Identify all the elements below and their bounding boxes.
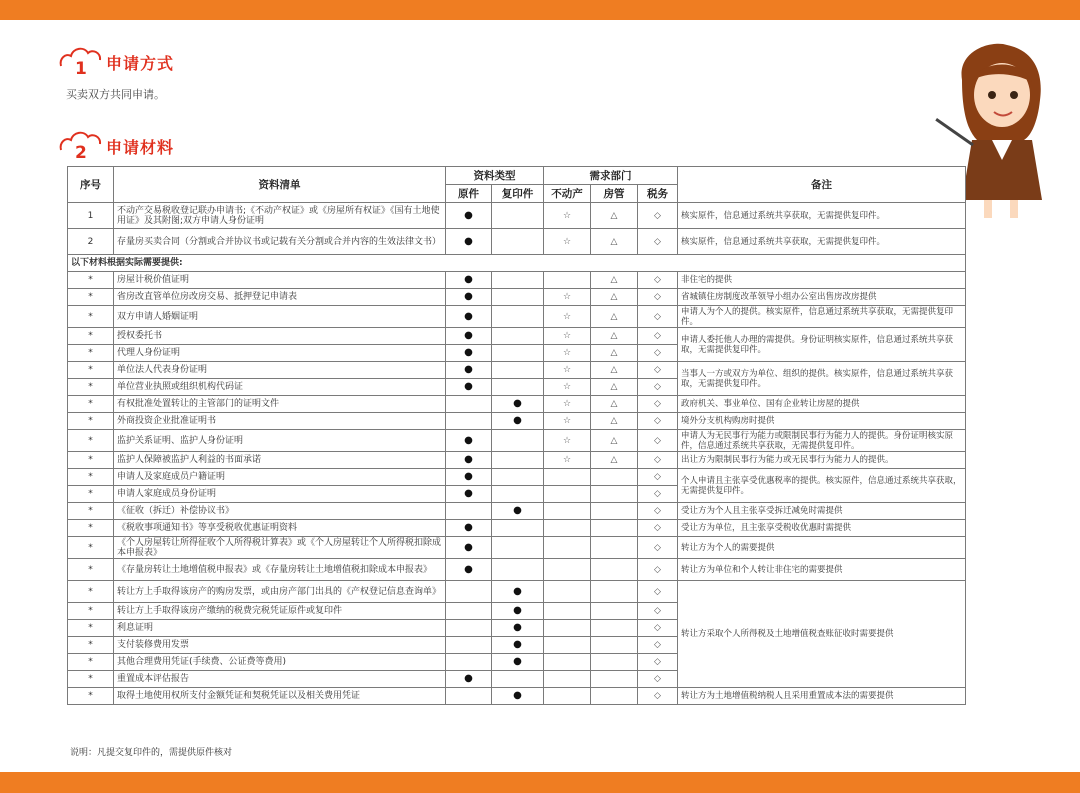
table-row <box>68 452 966 469</box>
cell-name: 单位营业执照或组织机构代码证 <box>114 379 446 396</box>
cell-seq: * <box>68 272 114 289</box>
cell-remark: 转让方为土地增值税纳税人且采用重置成本法的需要提供 <box>678 688 966 705</box>
cell-original: ● <box>446 379 492 396</box>
cell-name: 《个人房屋转让所得征收个人所得税计算表》或《个人房屋转让个人所得税扣除成本申报表》 <box>114 537 446 559</box>
cell-original <box>446 688 492 705</box>
cell-tax: ◇ <box>638 396 678 413</box>
cell-estate <box>544 559 591 581</box>
section-1-number: 1 <box>75 59 87 78</box>
cell-seq: * <box>68 452 114 469</box>
cell-original <box>446 503 492 520</box>
cell-name: 《存量房转让土地增值税申报表》或《存量房转让土地增值税扣除成本申报表》 <box>114 559 446 581</box>
cell-original: ● <box>446 203 492 229</box>
cell-name: 利息证明 <box>114 620 446 637</box>
cell-remark: 政府机关、事业单位、国有企业转让房屋的提供 <box>678 396 966 413</box>
cell-copy <box>492 362 544 379</box>
cell-original <box>446 396 492 413</box>
cell-housing <box>591 637 638 654</box>
cell-remark: 出让方为限制民事行为能力或无民事行为能力人的提供。 <box>678 452 966 469</box>
cell-name: 支付装修费用发票 <box>114 637 446 654</box>
header-list: 资料清单 <box>114 167 446 203</box>
table-row <box>68 328 966 345</box>
cell-copy: ● <box>492 637 544 654</box>
cell-remark: 转让方采取个人所得税及土地增值税查账征收时需要提供 <box>678 581 966 688</box>
cell-seq: * <box>68 537 114 559</box>
cell-tax: ◇ <box>638 203 678 229</box>
table-row <box>68 520 966 537</box>
top-banner <box>0 0 1080 20</box>
cell-tax: ◇ <box>638 603 678 620</box>
cell-name: 授权委托书 <box>114 328 446 345</box>
cell-housing: △ <box>591 306 638 328</box>
table-row <box>68 581 966 603</box>
cell-seq: 1 <box>68 203 114 229</box>
cell-housing: △ <box>591 229 638 255</box>
cell-copy <box>492 486 544 503</box>
cloud-number-icon <box>58 128 104 162</box>
cell-estate: ☆ <box>544 289 591 306</box>
cell-tax: ◇ <box>638 379 678 396</box>
cell-housing <box>591 537 638 559</box>
cell-copy <box>492 520 544 537</box>
cell-estate: ☆ <box>544 452 591 469</box>
cell-remark: 核实原件，信息通过系统共享获取，无需提供复印件。 <box>678 203 966 229</box>
cell-original <box>446 637 492 654</box>
cell-original: ● <box>446 486 492 503</box>
section-2-title: 申请材料 <box>106 138 175 157</box>
cell-estate <box>544 272 591 289</box>
cell-housing: △ <box>591 452 638 469</box>
cell-remark: 转让方为单位和个人转让非住宅的需要提供 <box>678 559 966 581</box>
cell-seq: * <box>68 654 114 671</box>
cell-seq: * <box>68 430 114 452</box>
cell-name: 申请人及家庭成员户籍证明 <box>114 469 446 486</box>
cell-name: 转让方上手取得该房产的购房发票，或由房产部门出具的《产权登记信息查询单》 <box>114 581 446 603</box>
cell-tax: ◇ <box>638 559 678 581</box>
materials-table <box>67 166 966 705</box>
table-row <box>68 306 966 328</box>
cell-tax: ◇ <box>638 520 678 537</box>
cell-remark: 申请人委托他人办理的需提供。身份证明核实原件，信息通过系统共享获取，无需提供复印件。 <box>678 328 966 362</box>
cell-seq: * <box>68 328 114 345</box>
header-remark: 备注 <box>678 167 966 203</box>
cell-original: ● <box>446 229 492 255</box>
cell-original <box>446 654 492 671</box>
cell-copy <box>492 559 544 581</box>
cell-estate: ☆ <box>544 379 591 396</box>
table-row <box>68 396 966 413</box>
cell-name: 《征收（拆迁）补偿协议书》 <box>114 503 446 520</box>
cell-remark: 转让方为个人的需要提供 <box>678 537 966 559</box>
table-row <box>68 688 966 705</box>
cell-remark: 当事人一方或双方为单位、组织的提供。核实原件，信息通过系统共享获取，无需提供复印件。 <box>678 362 966 396</box>
cell-original <box>446 603 492 620</box>
table-row <box>68 362 966 379</box>
cell-copy <box>492 345 544 362</box>
cell-tax: ◇ <box>638 413 678 430</box>
cell-estate <box>544 671 591 688</box>
cell-housing <box>591 581 638 603</box>
cell-remark: 核实原件，信息通过系统共享获取，无需提供复印件。 <box>678 229 966 255</box>
cell-remark: 受让方为个人且主张享受拆迁减免时需提供 <box>678 503 966 520</box>
cell-seq: * <box>68 637 114 654</box>
table-row <box>68 272 966 289</box>
cell-housing <box>591 520 638 537</box>
cell-copy <box>492 289 544 306</box>
cell-housing <box>591 503 638 520</box>
cell-name: 申请人家庭成员身份证明 <box>114 486 446 503</box>
header-housing: 房管 <box>591 185 638 203</box>
cell-original <box>446 581 492 603</box>
cloud-number-icon <box>58 44 104 78</box>
cell-copy <box>492 469 544 486</box>
cell-name: 房屋计税价值证明 <box>114 272 446 289</box>
cell-name: 其他合理费用凭证(手续费、公证费等费用) <box>114 654 446 671</box>
cell-copy <box>492 537 544 559</box>
header-original: 原件 <box>446 185 492 203</box>
cell-tax: ◇ <box>638 328 678 345</box>
cell-housing <box>591 688 638 705</box>
cell-name: 省房改直管单位房改房交易、抵押登记申请表 <box>114 289 446 306</box>
cell-copy: ● <box>492 503 544 520</box>
cell-housing: △ <box>591 396 638 413</box>
cell-copy: ● <box>492 603 544 620</box>
cell-tax: ◇ <box>638 581 678 603</box>
table-row <box>68 289 966 306</box>
cell-tax: ◇ <box>638 289 678 306</box>
cell-estate: ☆ <box>544 413 591 430</box>
table-row <box>68 203 966 229</box>
cell-name: 有权批准处置转让的主管部门的证明文件 <box>114 396 446 413</box>
cell-tax: ◇ <box>638 452 678 469</box>
cell-seq: 2 <box>68 229 114 255</box>
cell-copy <box>492 430 544 452</box>
cell-name: 转让方上手取得该房产缴纳的税费完税凭证原件或复印件 <box>114 603 446 620</box>
cell-housing <box>591 620 638 637</box>
cell-tax: ◇ <box>638 537 678 559</box>
cell-original: ● <box>446 272 492 289</box>
cell-remark: 申请人为无民事行为能力或限制民事行为能力人的提供。身份证明核实原件，信息通过系统共享获取，无需提供复印件。 <box>678 430 966 452</box>
cell-estate <box>544 503 591 520</box>
cell-seq: * <box>68 362 114 379</box>
section-label: 以下材料根据实际需要提供: <box>68 255 966 272</box>
cell-original: ● <box>446 537 492 559</box>
cell-original: ● <box>446 362 492 379</box>
cell-remark: 非住宅的提供 <box>678 272 966 289</box>
cell-estate <box>544 654 591 671</box>
cell-name: 外商投资企业批准证明书 <box>114 413 446 430</box>
cell-copy <box>492 328 544 345</box>
cell-estate <box>544 537 591 559</box>
cell-name: 不动产交易税收登记联办申请书;《不动产权证》或《房屋所有权证》《国有土地使用证》及其附图;双方申请人身份证明 <box>114 203 446 229</box>
cell-tax: ◇ <box>638 671 678 688</box>
header-dept: 需求部门 <box>544 167 678 185</box>
cell-estate: ☆ <box>544 203 591 229</box>
cell-housing <box>591 559 638 581</box>
cell-copy <box>492 671 544 688</box>
cell-tax: ◇ <box>638 229 678 255</box>
cell-tax: ◇ <box>638 362 678 379</box>
cell-housing: △ <box>591 345 638 362</box>
cell-name: 代理人身份证明 <box>114 345 446 362</box>
cell-remark: 受让方为单位，且主张享受税收优惠时需提供 <box>678 520 966 537</box>
cell-tax: ◇ <box>638 503 678 520</box>
cell-estate <box>544 688 591 705</box>
cell-seq: * <box>68 603 114 620</box>
header-seq: 序号 <box>68 167 114 203</box>
cell-seq: * <box>68 520 114 537</box>
header-tax: 税务 <box>638 185 678 203</box>
header-type: 资料类型 <box>446 167 544 185</box>
cell-seq: * <box>68 396 114 413</box>
cell-housing: △ <box>591 430 638 452</box>
cell-seq: * <box>68 289 114 306</box>
cell-seq: * <box>68 671 114 688</box>
cell-tax: ◇ <box>638 430 678 452</box>
cell-name: 监护关系证明、监护人身份证明 <box>114 430 446 452</box>
cell-housing: △ <box>591 203 638 229</box>
cell-seq: * <box>68 559 114 581</box>
cell-tax: ◇ <box>638 272 678 289</box>
cell-tax: ◇ <box>638 654 678 671</box>
table-row <box>68 229 966 255</box>
cell-copy <box>492 379 544 396</box>
cell-copy <box>492 229 544 255</box>
cell-original: ● <box>446 345 492 362</box>
cell-tax: ◇ <box>638 637 678 654</box>
table-row <box>68 537 966 559</box>
cell-housing: △ <box>591 413 638 430</box>
cell-tax: ◇ <box>638 486 678 503</box>
cell-estate: ☆ <box>544 345 591 362</box>
cell-estate <box>544 603 591 620</box>
cell-original <box>446 413 492 430</box>
cell-copy: ● <box>492 688 544 705</box>
cell-name: 取得土地使用权所支付金额凭证和契税凭证以及相关费用凭证 <box>114 688 446 705</box>
cell-original: ● <box>446 469 492 486</box>
cell-estate <box>544 581 591 603</box>
cell-copy <box>492 272 544 289</box>
cell-housing: △ <box>591 289 638 306</box>
cell-copy: ● <box>492 620 544 637</box>
cell-seq: * <box>68 503 114 520</box>
cell-copy <box>492 452 544 469</box>
cell-copy: ● <box>492 654 544 671</box>
cell-name: 双方申请人婚姻证明 <box>114 306 446 328</box>
cell-housing <box>591 486 638 503</box>
cell-copy: ● <box>492 581 544 603</box>
cell-estate <box>544 620 591 637</box>
cell-original: ● <box>446 520 492 537</box>
section-label-row <box>68 255 966 272</box>
cell-seq: * <box>68 620 114 637</box>
cell-seq: * <box>68 688 114 705</box>
cell-housing: △ <box>591 272 638 289</box>
cell-seq: * <box>68 469 114 486</box>
cell-original: ● <box>446 306 492 328</box>
header-copy: 复印件 <box>492 185 544 203</box>
table-row <box>68 503 966 520</box>
cell-estate <box>544 486 591 503</box>
cell-seq: * <box>68 581 114 603</box>
cell-seq: * <box>68 413 114 430</box>
cell-remark: 个人申请且主张享受优惠税率的提供。核实原件，信息通过系统共享获取，无需提供复印件。 <box>678 469 966 503</box>
cell-tax: ◇ <box>638 469 678 486</box>
cell-estate: ☆ <box>544 396 591 413</box>
cell-original: ● <box>446 452 492 469</box>
section-1-title: 申请方式 <box>106 54 175 73</box>
header-estate: 不动产 <box>544 185 591 203</box>
cell-name: 重置成本评估报告 <box>114 671 446 688</box>
cell-estate: ☆ <box>544 306 591 328</box>
table-row <box>68 430 966 452</box>
cell-original <box>446 620 492 637</box>
cell-estate <box>544 637 591 654</box>
cell-estate: ☆ <box>544 328 591 345</box>
cell-tax: ◇ <box>638 688 678 705</box>
section-1-description: 买卖双方共同申请。 <box>66 88 165 101</box>
cell-remark: 申请人为个人的提供。核实原件，信息通过系统共享获取，无需提供复印件。 <box>678 306 966 328</box>
cell-copy <box>492 203 544 229</box>
cell-remark: 省城镇住房制度改革领导小组办公室出售房改房提供 <box>678 289 966 306</box>
cell-name: 《税收事项通知书》等享受税收优惠证明资料 <box>114 520 446 537</box>
cell-housing: △ <box>591 362 638 379</box>
cell-housing <box>591 603 638 620</box>
cell-name: 单位法人代表身份证明 <box>114 362 446 379</box>
cell-name: 监护人保障被监护人利益的书面承诺 <box>114 452 446 469</box>
cell-remark: 境外分支机构购房时提供 <box>678 413 966 430</box>
table-row <box>68 469 966 486</box>
cell-estate: ☆ <box>544 362 591 379</box>
cell-seq: * <box>68 306 114 328</box>
cell-original: ● <box>446 430 492 452</box>
cell-estate <box>544 469 591 486</box>
cell-copy: ● <box>492 396 544 413</box>
cell-name: 存量房买卖合同（分割或合并协议书或记载有关分割或合并内容的生效法律文书） <box>114 229 446 255</box>
cell-seq: * <box>68 379 114 396</box>
cell-housing: △ <box>591 328 638 345</box>
cell-original: ● <box>446 328 492 345</box>
cell-housing <box>591 654 638 671</box>
bottom-banner <box>0 772 1080 793</box>
cell-seq: * <box>68 486 114 503</box>
cell-estate: ☆ <box>544 430 591 452</box>
cell-copy: ● <box>492 413 544 430</box>
cell-seq: * <box>68 345 114 362</box>
cell-estate <box>544 520 591 537</box>
cell-original: ● <box>446 289 492 306</box>
cell-tax: ◇ <box>638 306 678 328</box>
cell-housing: △ <box>591 379 638 396</box>
cell-copy <box>492 306 544 328</box>
table-row <box>68 413 966 430</box>
table-row <box>68 559 966 581</box>
footnote: 说明：凡提交复印件的，需提供原件核对 <box>70 748 233 758</box>
cell-original: ● <box>446 559 492 581</box>
cell-housing <box>591 469 638 486</box>
cell-housing <box>591 671 638 688</box>
cell-tax: ◇ <box>638 620 678 637</box>
cell-estate: ☆ <box>544 229 591 255</box>
cell-tax: ◇ <box>638 345 678 362</box>
section-2-number: 2 <box>75 143 87 162</box>
cell-original: ● <box>446 671 492 688</box>
